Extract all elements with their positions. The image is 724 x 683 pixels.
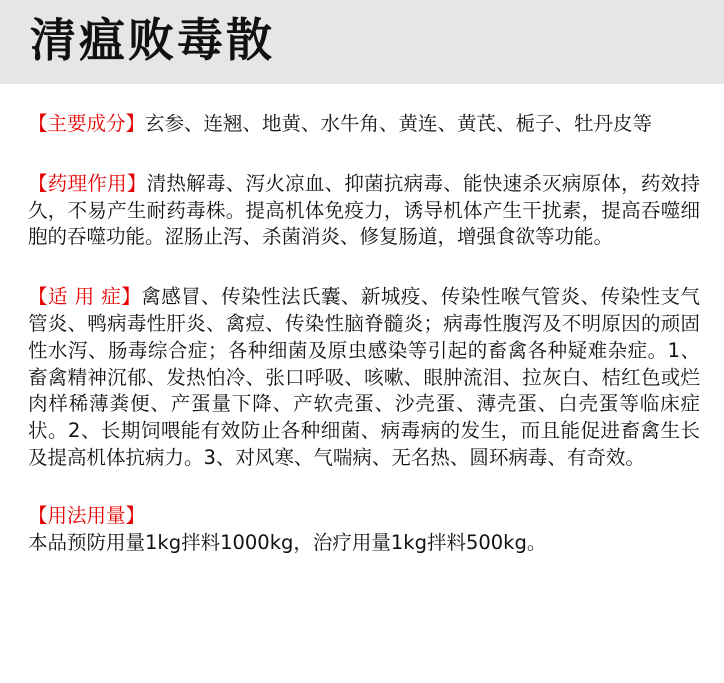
section-text-ingredients: 玄参、连翘、地黄、水牛角、黄连、黄芪、栀子、牡丹皮等 xyxy=(145,112,653,135)
section-label-ingredients: 【主要成分】 xyxy=(28,112,146,135)
section-text-pharmacology: 清热解毒、泻火凉血、抑菌抗病毒、能快速杀灭病原体，药效持久，不易产生耐药毒株。提高机体免疫力，诱导机体产生干扰素，提高吞噬细胞的吞噬功能。涩肠止泻、杀菌消炎、修复肠道，增强食欲等功能。 xyxy=(28,171,700,249)
product-title: 清瘟败毒散 xyxy=(30,13,275,67)
section-label-pharmacology: 【药理作用】 xyxy=(28,171,147,195)
section-text-indications: 禽感冒、传染性法氏囊、新城疫、传染性喉气管炎、传染性支气管炎、鸭病毒性肝炎、禽痘、传染性脑脊髓炎；病毒性腹泻及不明原因的顽固性水泻、肠毒综合症；各种细菌及原虫感染等引起的畜禽各种疑难杂症。1、畜禽精神沉郁、发热怕冷、张口呼吸、咳嗽、眼肿流泪、拉灰白、桔红色或烂肉样稀薄粪便、产蛋量下降、产软壳蛋、沙壳蛋、薄壳蛋、白壳蛋等临床症状。2、长期饲喂能有效防止各种细菌、病毒病的发生，而且能促进畜禽生长及提高机体抗病力。3、对风寒、气喘病、无名热、圆环病毒、有奇效。 xyxy=(28,285,700,469)
section-text-usage: 本品预防用量1kg拌料1000kg，治疗用量1kg拌料500kg。 xyxy=(28,530,547,554)
section-pharmacology xyxy=(28,171,700,251)
title-bar xyxy=(0,0,724,84)
section-label-usage: 【用法用量】 xyxy=(28,503,146,527)
section-main-ingredients xyxy=(28,111,700,138)
section-label-indications: 【适 用 症】 xyxy=(28,285,142,309)
section-usage-dosage xyxy=(28,503,700,557)
section-indications xyxy=(28,284,700,472)
product-description xyxy=(28,111,700,556)
